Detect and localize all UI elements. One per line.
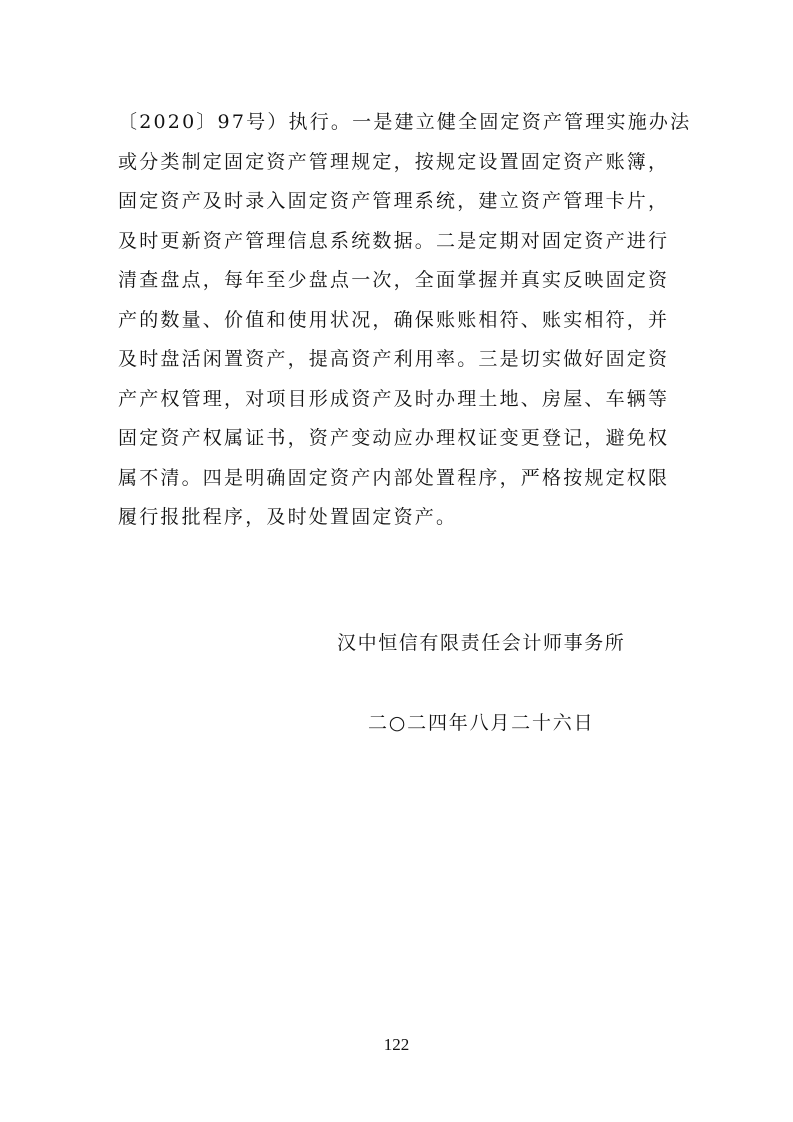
body-line: 及时盘活闲置资产，提高资产利用率。三是切实做好固定资 bbox=[118, 348, 670, 370]
signature-date: 二○二四年八月二十六日 bbox=[368, 712, 595, 734]
body-line: 清查盘点，每年至少盘点一次，全面掌握并真实反映固定资 bbox=[118, 269, 670, 291]
body-line: 固定资产权属证书，资产变动应办理权证变更登记，避免权 bbox=[118, 427, 670, 449]
body-line: 及时更新资产管理信息系统数据。二是定期对固定资产进行 bbox=[118, 229, 670, 252]
body-line: 〔2020〕97号）执行。一是建立健全固定资产管理实施办法 bbox=[118, 111, 692, 133]
page-number: 122 bbox=[383, 1035, 410, 1054]
body-line: 属不清。四是明确固定资产内部处置程序，严格按规定权限 bbox=[118, 466, 670, 489]
body-line: 或分类制定固定资产管理规定，按规定设置固定资产账簿， bbox=[118, 150, 670, 173]
body-line: 固定资产及时录入固定资产管理系统，建立资产管理卡片， bbox=[118, 190, 670, 212]
body-line: 履行报批程序，及时处置固定资产。 bbox=[118, 506, 458, 528]
body-text bbox=[118, 103, 692, 538]
body-line: 产的数量、价值和使用状况，确保账账相符、账实相符，并 bbox=[118, 308, 670, 331]
body-line: 产产权管理，对项目形成资产及时办理土地、房屋、车辆等 bbox=[118, 387, 670, 410]
signer-name: 汉中恒信有限责任会计师事务所 bbox=[337, 632, 626, 654]
